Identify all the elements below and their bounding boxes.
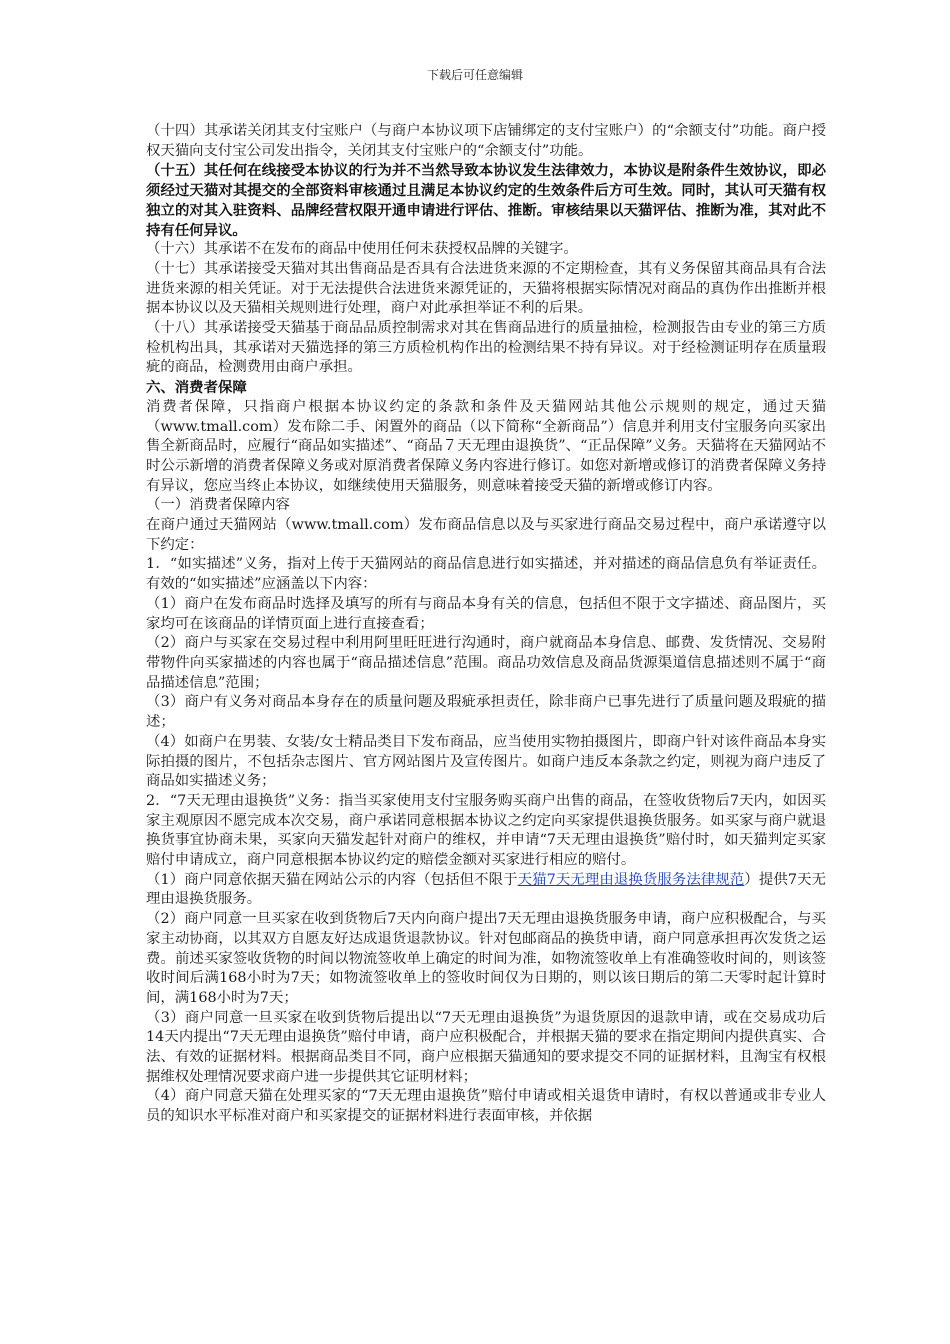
- paragraph: （2）商户同意一旦买家在收到货物后7天内向商户提出7天无理由退换货服务申请，商户应积极配合，与买家主动协商，以其双方自愿友好达成退货退款协议。针对包邮商品的换货申请，商户同意承担再次发货之运费。前述买家签收货物的时间以物流签收单上确定的时间为准，如物流签收单上有准确签收时间的，则该签收时间后满168小时为7天；如物流签收单上的签收时间仅为日期的，则以该日期后的第二天零时起计算时间，满168小时为7天；: [146, 911, 826, 1006]
- paragraph: （4）如商户在男装、女装/女士精品类目下发布商品，应当使用实物拍摄图片，即商户针对该件商品本身实际拍摄的图片，不包括杂志图片、官方网站图片及宣传图片。如商户违反本条款之约定，则视为商户违反了商品如实描述义务；: [146, 733, 826, 790]
- paragraph: 1．“如实描述”义务，指对上传于天猫网站的商品信息进行如实描述，并对描述的商品信息负有举证责任。有效的“如实描述”应涵盖以下内容：: [146, 556, 826, 593]
- paragraph: （十四）其承诺关闭其支付宝账户（与商户本协议项下店铺绑定的支付宝账户）的“余额支付”功能。商户授权天猫向支付宝公司发出指令，关闭其支付宝账户的“余额支付”功能。: [146, 123, 826, 159]
- section-heading: 六、消费者保障: [146, 379, 247, 397]
- paragraph: （3）商户有义务对商品本身存在的质量问题及瑕疵承担责任，除非商户已事先进行了质量问题及瑕疵的描述；: [146, 694, 826, 731]
- paragraph-bold: （十五）其任何在线接受本协议的行为并不当然导致本协议发生法律效力，本协议是附条件生效协议，即必须经过天猫对其提交的全部资料审核通过且满足本协议约定的生效条件后方可生效。同时，其认可天猫有权独立的对其入驻资料、品牌经营权限开通申请进行评估、推断。审核结果以天猫评估、推断为准，其对此不持有任何异议。: [146, 162, 826, 239]
- paragraph: （十七）其承诺接受天猫对其出售商品是否具有合法进货来源的不定期检查，其有义务保留其商品具有合法进货来源的相关凭证。对于无法提供合法进货来源凭证的，天猫将根据实际情况对商品的真伪作出推断并根据本协议以及天猫相关规则进行处理，商户对此承担举证不利的后果。: [146, 260, 826, 317]
- page-header: 下载后可任意编辑: [426, 68, 523, 82]
- legal-spec-link[interactable]: 天猫7天无理由退换货服务法律规范: [517, 871, 745, 888]
- paragraph-with-link: [146, 871, 826, 910]
- paragraph: （十六）其承诺不在发布的商品中使用任何未获授权品牌的关键字。: [146, 241, 578, 258]
- paragraph-text-after: ）提供7天无理由退换货服务。: [146, 871, 826, 908]
- paragraph-text: （1）商户同意依据天猫在网站公示的内容（包括但不限于: [146, 871, 518, 888]
- paragraph: 2．“7天无理由退换货”义务：指当买家使用支付宝服务购买商户出售的商品，在签收货物后7天内，如因买家主观原因不愿完成本次交易，商户承诺同意根据本协议之约定向买家提供退换货服务。如买家与商户就退换货事宜协商未果，买家向天猫发起针对商户的维权，并申请“7天无理由退换货”赔付时，如天猫判定买家赔付申请成立，商户同意根据本协议约定的赔偿金额对买家进行相应的赔付。: [146, 792, 826, 869]
- paragraph: （3）商户同意一旦买家在收到货物后提出以“7天无理由退换货”为退货原因的退款申请，或在交易成功后14天内提出“7天无理由退换货”赔付申请，商户应积极配合，并根据天猫的要求在指定期间内提供真实、合法、有效的证据材料。根据商品类目不同，商户应根据天猫通知的要求提交不同的证据材料，且淘宝有权根据维权处理情况要求商户进一步提供其它证明材料；: [146, 1009, 826, 1085]
- paragraph: （一）消费者保障内容: [146, 497, 290, 514]
- paragraph: 在商户通过天猫网站（www.tmall.com）发布商品信息以及与买家进行商品交易过程中，商户承诺遵守以下约定：: [146, 517, 826, 553]
- paragraph: 消费者保障，只指商户根据本协议约定的条款和条件及天猫网站其他公示规则的规定，通过天猫（www.tmall.com）发布除二手、闲置外的商品（以下简称“全新商品”）信息并利用支付宝服务向买家出售全新商品时，应履行“商品如实描述”、“商品７天无理由退换货”、“正品保障”义务。天猫将在天猫网站不时公示新增的消费者保障义务或对原消费者保障义务内容进行修订。如您对新增或修订的消费者保障义务持有异议，您应当终止本协议，如继续使用天猫服务，则意味着接受天猫的新增或修订内容。: [146, 398, 826, 494]
- paragraph: （4）商户同意天猫在处理买家的“7天无理由退换货”赔付申请或相关退货申请时，有权以普通或非专业人员的知识水平标准对商户和买家提交的证据材料进行表面审核，并依据: [146, 1088, 826, 1125]
- document-body: [146, 122, 826, 1127]
- paragraph: （1）商户在发布商品时选择及填写的所有与商品本身有关的信息，包括但不限于文字描述、商品图片，买家均可在该商品的详情页面上进行直接查看；: [146, 595, 826, 632]
- paragraph: （十八）其承诺接受天猫基于商品品质控制需求对其在售商品进行的质量抽检，检测报告由专业的第三方质检机构出具，其承诺对天猫选择的第三方质检机构作出的检测结果不持有异议。对于经检测证明存在质量瑕疵的商品，检测费用由商户承担。: [146, 320, 826, 376]
- paragraph: （2）商户与买家在交易过程中利用阿里旺旺进行沟通时，商户就商品本身信息、邮费、发货情况、交易附带物件向买家描述的内容也属于“商品描述信息”范围。商品功效信息及商品货源渠道信息描述则不属于“商品描述信息”范围；: [146, 635, 826, 691]
